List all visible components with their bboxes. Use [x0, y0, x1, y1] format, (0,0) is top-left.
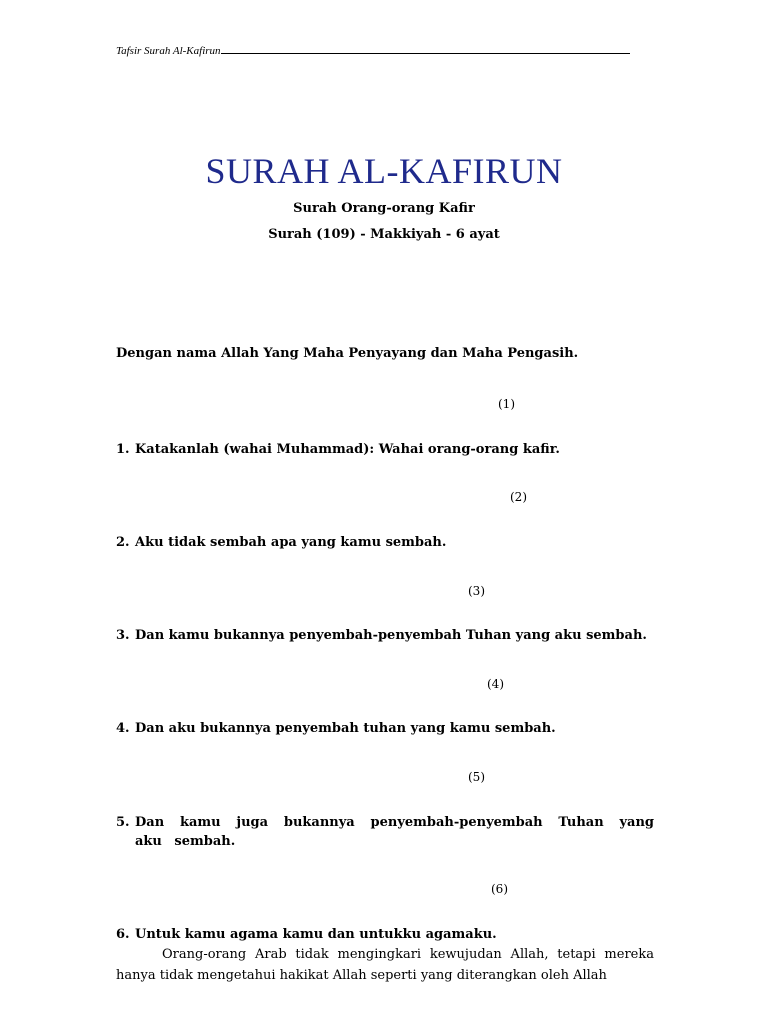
- verse-ref-3: (3): [468, 584, 485, 598]
- running-header: [116, 44, 648, 58]
- verse-number: 4.: [116, 721, 130, 736]
- verse-ref-2: (2): [510, 490, 527, 504]
- verse-text: Dan kamu juga bukannya penyembah-penyembah Tuhan yang aku sembah.: [135, 815, 654, 849]
- verse-5: [116, 813, 654, 851]
- verse-text: Dan kamu bukannya penyembah-penyembah Tuhan yang aku sembah.: [135, 628, 647, 643]
- verse-number: 1.: [116, 442, 130, 457]
- page-title: SURAH AL-KAFIRUN: [205, 151, 563, 191]
- verse-text: Katakanlah (wahai Muhammad): Wahai orang-orang kafir.: [135, 442, 560, 457]
- verse-number: 6.: [116, 927, 130, 942]
- header-rule: [221, 52, 630, 54]
- commentary-paragraph: Orang-orang Arab tidak mengingkari kewujudan Allah, tetapi mereka hanya tidak mengetahui hakikat Allah seperti yang diterangkan oleh Allah: [116, 947, 654, 983]
- verse-ref-1: (1): [498, 397, 515, 411]
- running-header-text: Tafsir Surah Al-Kafirun: [116, 45, 221, 57]
- verse-text: Dan aku bukannya penyembah tuhan yang kamu sembah.: [135, 721, 556, 736]
- verse-ref-5: (5): [468, 770, 485, 784]
- verse-ref-6: (6): [491, 882, 508, 896]
- verse-number: 5.: [116, 815, 130, 830]
- verse-4: [116, 719, 654, 738]
- verse-1: [116, 440, 654, 459]
- surah-subtitle: Surah Orang-orang Kafir: [293, 201, 475, 216]
- bismillah-text: Dengan nama Allah Yang Maha Penyayang dan Maha Pengasih.: [116, 346, 579, 361]
- verse-2: [116, 533, 654, 552]
- surah-info: Surah (109) - Makkiyah - 6 ayat: [268, 227, 500, 242]
- verse-text: Untuk kamu agama kamu dan untukku agamaku.: [135, 927, 497, 942]
- verse-ref-4: (4): [487, 677, 504, 691]
- verse-3: [116, 626, 654, 645]
- verse-number: 3.: [116, 628, 130, 643]
- verse-6: [116, 925, 654, 944]
- verse-text: Aku tidak sembah apa yang kamu sembah.: [135, 535, 447, 550]
- verse-number: 2.: [116, 535, 130, 550]
